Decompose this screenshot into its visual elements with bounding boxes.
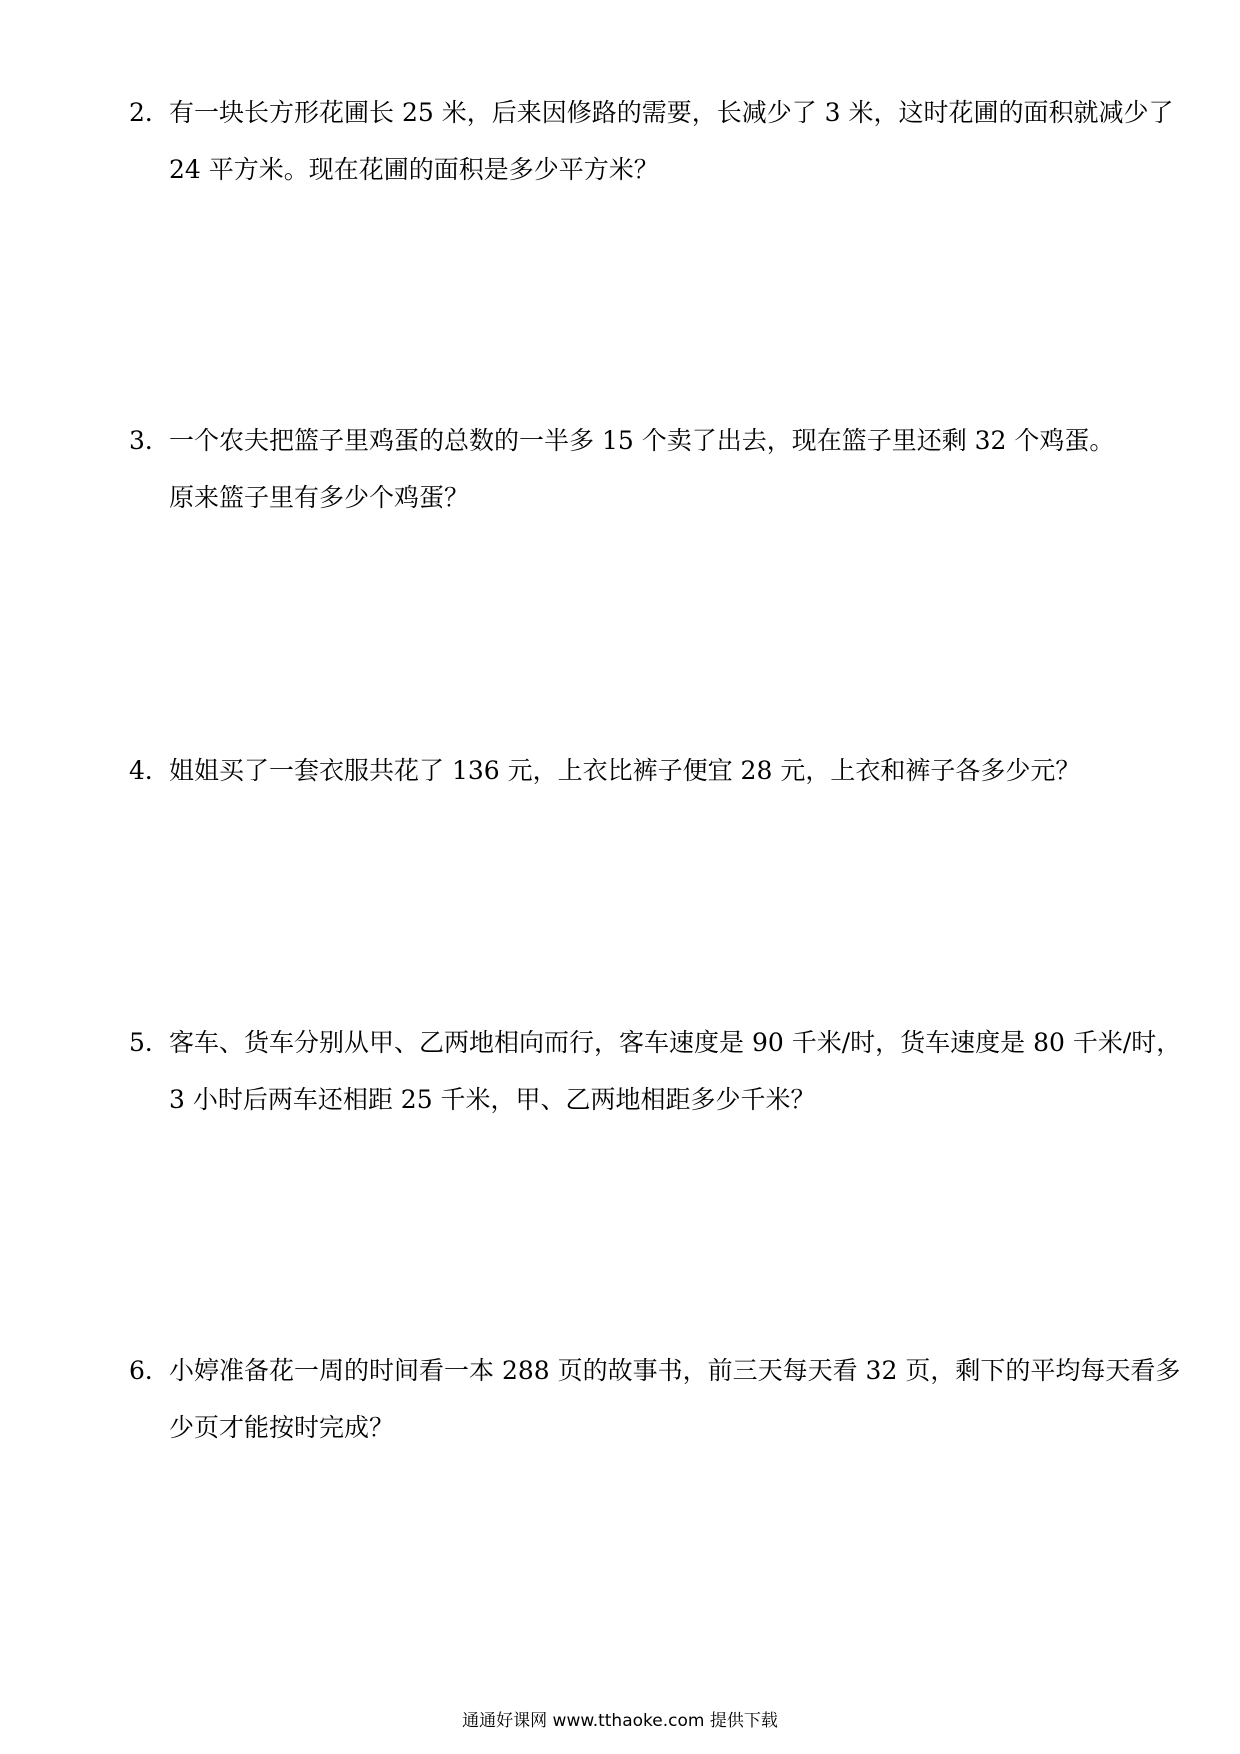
problem-4-first-line [129, 742, 1169, 799]
problem-5-number: 5． [129, 1028, 170, 1057]
problem-2-number: 2． [129, 98, 170, 127]
problem-6 [129, 1342, 1181, 1456]
problem-3-text-line-2: 原来篮子里有多少个鸡蛋？ [169, 483, 470, 512]
footer-source-text: 通通好课网 www.tthaoke.com 提供下载 [462, 1711, 778, 1731]
problem-5-text-line-2: 3 小时后两车还相距 25 千米，甲、乙两地相距多少千米？ [169, 1085, 816, 1114]
problem-6-first-line [129, 1342, 1181, 1399]
problem-3-text-line-1: 一个农夫把篮子里鸡蛋的总数的一半多 15 个卖了出去，现在篮子里还剩 32 个鸡蛋。 [169, 426, 1115, 455]
problem-4-number: 4． [129, 756, 170, 785]
problem-4-text-line-1: 姐姐买了一套衣服共花了 136 元，上衣比裤子便宜 28 元，上衣和裤子各多少元？ [169, 756, 1081, 785]
problem-2-text-line-2: 24 平方米。现在花圃的面积是多少平方米？ [169, 155, 659, 184]
problem-5-text-line-1: 客车、货车分别从甲、乙两地相向而行，客车速度是 90 千米/时，货车速度是 80 千米/时， [169, 1028, 1182, 1057]
problem-5-first-line [129, 1014, 1182, 1071]
problem-6-text-line-2: 少页才能按时完成？ [169, 1413, 395, 1442]
problem-3 [129, 412, 1169, 526]
problem-3-number: 3． [129, 426, 170, 455]
problem-3-first-line [129, 412, 1169, 469]
problem-4 [129, 742, 1169, 799]
problem-2-first-line [129, 84, 1174, 141]
problem-2-text-line-1: 有一块长方形花圃长 25 米，后来因修路的需要，长减少了 3 米，这时花圃的面积就减少了 [169, 98, 1174, 127]
problem-6-number: 6． [129, 1356, 170, 1385]
problem-5 [129, 1014, 1182, 1128]
problem-6-text-line-1: 小婷准备花一周的时间看一本 288 页的故事书，前三天每天看 32 页，剩下的平均每天看多 [169, 1356, 1181, 1385]
problem-2 [129, 84, 1174, 198]
